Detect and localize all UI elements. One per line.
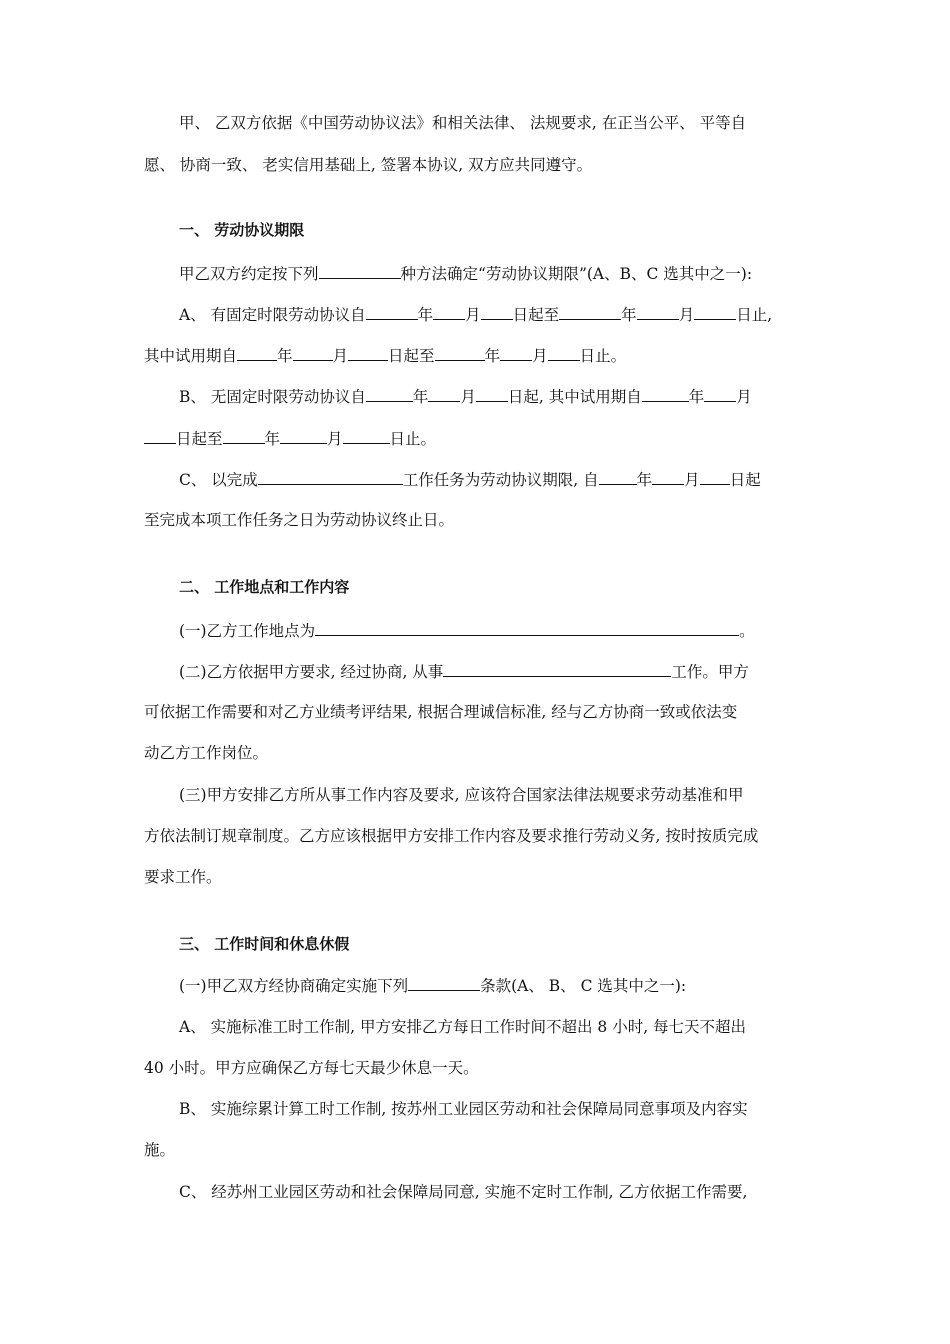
a-end-month-blank[interactable] <box>637 304 679 320</box>
hours-clause-blank[interactable] <box>408 975 480 991</box>
s1-option-c-line-1: C、 以完成 工作任务为劳动协议期限, 自 年 月 日起 <box>179 471 761 489</box>
a-trial-start-year-blank[interactable] <box>237 345 277 361</box>
s2-item-3-line-2: 方依法制订规章制度。乙方应该根据甲方安排工作内容及要求推行劳动义务, 按时按质完成 <box>144 827 759 845</box>
choice-blank[interactable] <box>319 263 401 279</box>
b-trial-day-blank[interactable] <box>144 428 176 444</box>
a-trial-start-day-blank[interactable] <box>348 345 388 361</box>
s2-item-2-line-2: 可依据工作需要和对乙方业绩考评结果, 根据合理诚信标准, 经与乙方协商一致或依法变 <box>144 703 738 721</box>
c-day-blank[interactable] <box>700 469 730 485</box>
a-start-month-blank[interactable] <box>433 304 465 320</box>
b-trial-month-blank[interactable] <box>704 386 736 402</box>
s2-item-3-line-3: 要求工作。 <box>144 868 222 886</box>
section-2-title: 二、 工作地点和工作内容 <box>179 578 350 596</box>
b-start-month-blank[interactable] <box>428 386 460 402</box>
b-trial-end-day-blank[interactable] <box>343 428 390 444</box>
s2-item-1: (一)乙方工作地点为 。 <box>179 622 755 640</box>
s1-option-c-line-2: 至完成本项工作任务之日为劳动协议终止日。 <box>144 511 455 529</box>
a-trial-end-day-blank[interactable] <box>548 345 580 361</box>
s2-item-3-line-1: (三)甲方安排乙方所从事工作内容及要求, 应该符合国家法律法规要求劳动基准和甲 <box>179 786 744 804</box>
s3-option-c-line-1: C、 经苏州工业园区劳动和社会保障局同意, 实施不定时工作制, 乙方依据工作需要, <box>179 1183 748 1201</box>
b-start-year-blank[interactable] <box>366 386 413 402</box>
section-1-title: 一、 劳动协议期限 <box>179 221 305 239</box>
s3-option-a-line-1: A、 实施标准工时工作制, 甲方安排乙方每日工作时间不超出 8 小时, 每七天不超出 <box>179 1018 747 1036</box>
work-location-blank[interactable] <box>315 620 739 636</box>
s3-option-a-line-2: 40 小时。甲方应确保乙方每七天最少休息一天。 <box>144 1059 479 1077</box>
intro-line-1: 甲、 乙双方依据《中国劳动协议法》和相关法律、 法规要求, 在正当公平、 平等自 <box>179 114 747 132</box>
intro-line-2: 愿、 协商一致、 老实信用基础上, 签署本协议, 双方应共同遵守。 <box>144 156 593 174</box>
s1-option-b-line-2: 日起至 年 月 日止。 <box>144 428 436 449</box>
c-month-blank[interactable] <box>652 469 684 485</box>
a-trial-end-year-blank[interactable] <box>435 345 485 361</box>
s1-choice-line: 甲乙双方约定按下列 种方法确定“劳动协议期限”(A、B、C 选其中之一): <box>179 265 753 283</box>
s1-option-a-line-2: 其中试用期自 年 月 日起至 年 月 日止。 <box>144 347 627 365</box>
section-3-title: 三、 工作时间和休息休假 <box>179 935 350 953</box>
b-trial-year-blank[interactable] <box>642 386 689 402</box>
s2-item-2-line-1: (二)乙方依据甲方要求, 经过协商, 从事 工作。甲方 <box>179 663 749 681</box>
s3-option-b-line-2: 施。 <box>144 1141 176 1159</box>
b-trial-end-month-blank[interactable] <box>280 428 327 444</box>
a-end-day-blank[interactable] <box>694 304 736 320</box>
a-end-year-blank[interactable] <box>559 304 621 320</box>
a-start-year-blank[interactable] <box>366 304 418 320</box>
s3-option-b-line-1: B、 实施综累计算工时工作制, 按苏州工业园区劳动和社会保障局同意事项及内容实 <box>179 1100 748 1118</box>
s1-option-a-line-1: A、 有固定时限劳动协议自 年 月 日起至 年 月 日止, <box>179 306 773 324</box>
a-trial-start-month-blank[interactable] <box>293 345 333 361</box>
a-trial-end-month-blank[interactable] <box>500 345 532 361</box>
c-task-blank[interactable] <box>258 469 403 485</box>
b-trial-end-year-blank[interactable] <box>223 428 265 444</box>
s3-item-1: (一)甲乙双方经协商确定实施下列 条款(A、 B、 C 选其中之一): <box>179 977 687 995</box>
b-start-day-blank[interactable] <box>476 386 508 402</box>
job-position-blank[interactable] <box>443 661 671 677</box>
a-start-day-blank[interactable] <box>481 304 513 320</box>
s2-item-2-line-3: 动乙方工作岗位。 <box>144 744 269 762</box>
c-year-blank[interactable] <box>599 469 637 485</box>
s1-option-b-line-1: B、 无固定时限劳动协议自 年 月 日起, 其中试用期自 年 月 <box>179 388 752 406</box>
